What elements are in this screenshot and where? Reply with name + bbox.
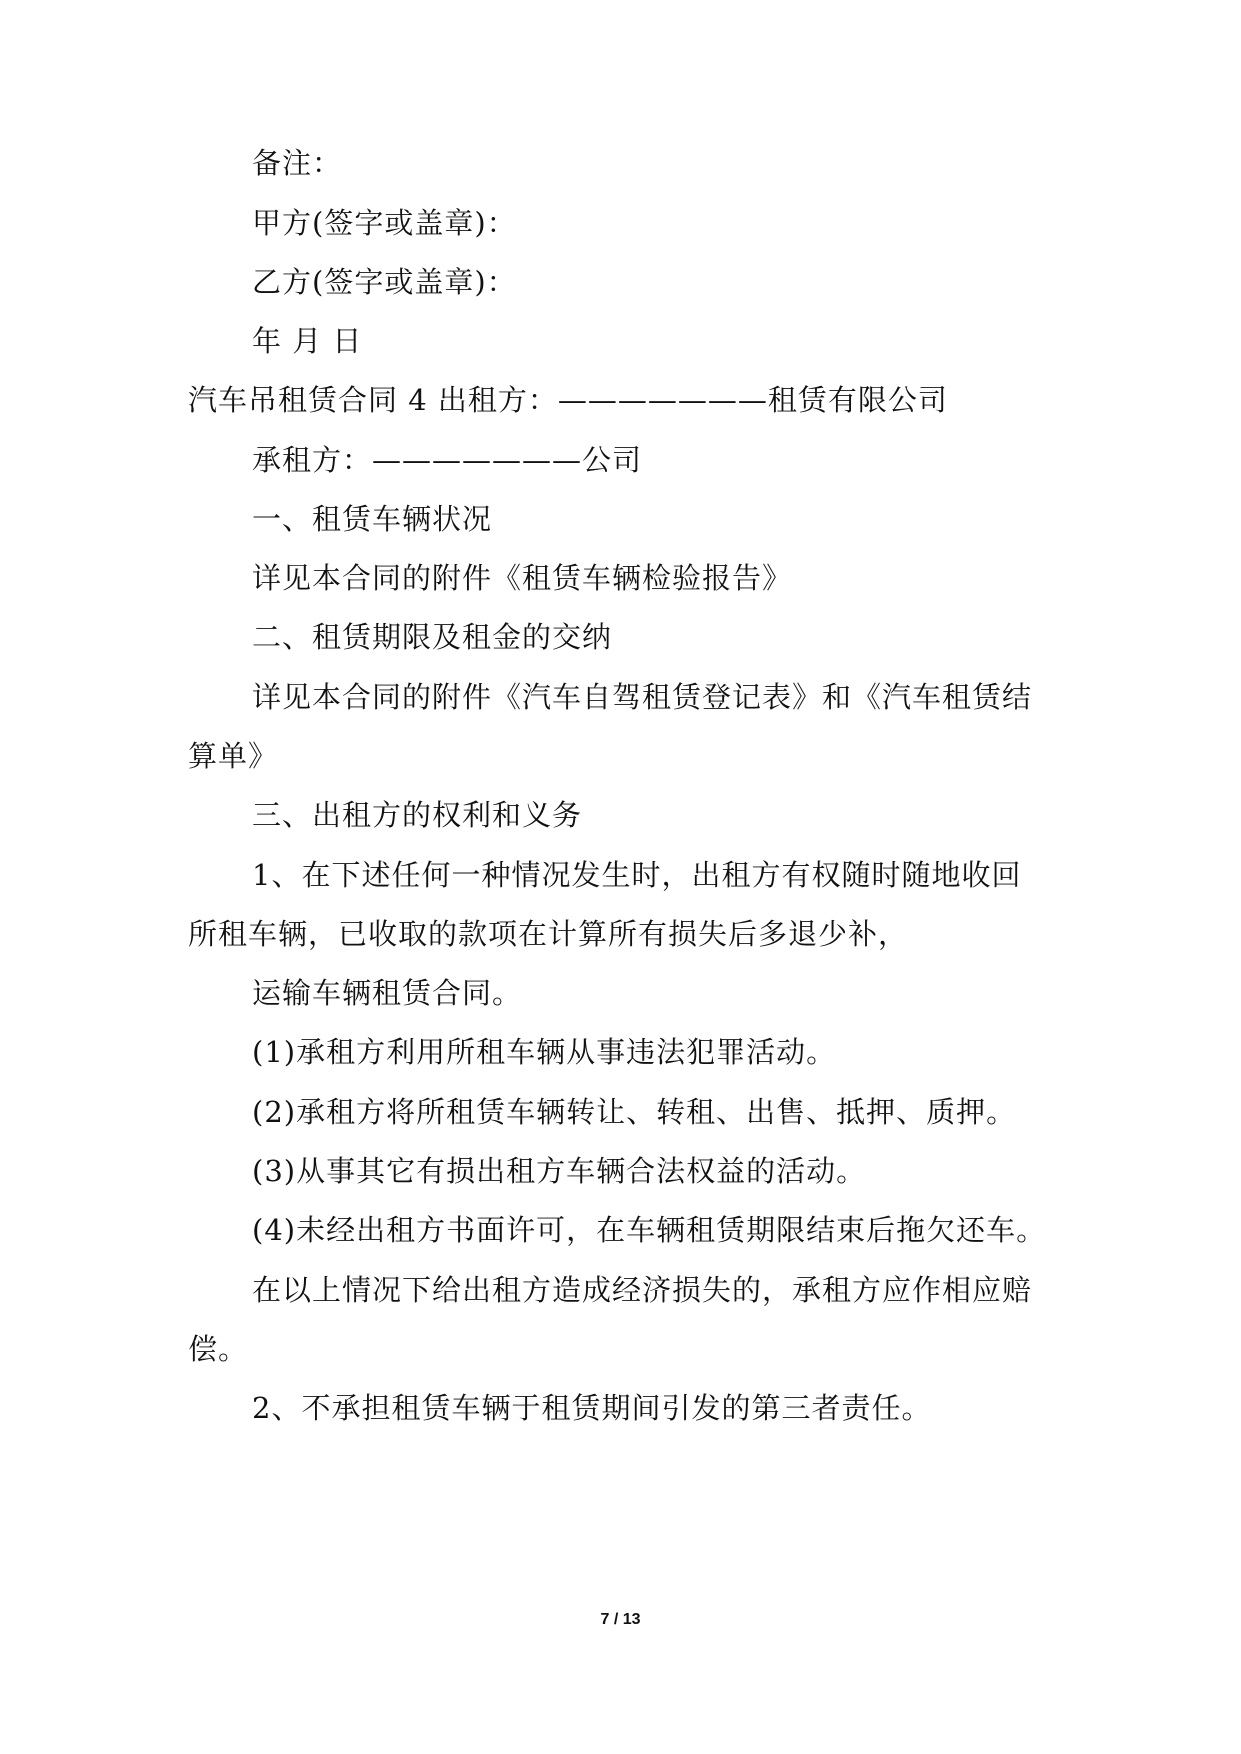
page-number: 7 / 13 <box>600 1611 641 1628</box>
section-body-2-line-1: 详见本合同的附件《汽车自驾租赁登记表》和《汽车租赁结 <box>252 680 1033 714</box>
party-b-signature-line: 乙方(签字或盖章)： <box>252 265 517 299</box>
list-item-1: (1)承租方利用所租车辆从事违法犯罪活动。 <box>252 1035 837 1069</box>
clause-1-line-2: 所租车辆，已收取的款项在计算所有损失后多退少补， <box>188 917 909 951</box>
list-item-2: (2)承租方将所租赁车辆转让、转租、出售、抵押、质押。 <box>252 1095 1017 1129</box>
date-line: 年 月 日 <box>252 324 363 358</box>
party-a-signature-line: 甲方(签字或盖章)： <box>252 206 517 240</box>
section-body-2-line-2: 算单》 <box>188 739 279 773</box>
section-heading-2: 二、租赁期限及租金的交纳 <box>252 620 613 654</box>
contract-heading: 汽车吊租赁合同 4 出租方：———————租赁有限公司 <box>188 383 948 417</box>
note-label: 备注： <box>252 146 343 180</box>
clause-1-line-3: 运输车辆租赁合同。 <box>252 976 523 1010</box>
section-heading-3: 三、出租方的权利和义务 <box>252 798 583 832</box>
lessee-line: 承租方：———————公司 <box>252 443 643 477</box>
clause-2-line: 2、不承担租赁车辆于租赁期间引发的第三者责任。 <box>252 1391 932 1425</box>
compensation-line-1: 在以上情况下给出租方造成经济损失的，承租方应作相应赔 <box>252 1273 1033 1307</box>
section-heading-1: 一、租赁车辆状况 <box>252 502 493 536</box>
list-item-4: (4)未经出租方书面许可，在车辆租赁期限结束后拖欠还车。 <box>252 1213 1047 1247</box>
list-item-3: (3)从事其它有损出租方车辆合法权益的活动。 <box>252 1154 867 1188</box>
clause-1-line-1: 1、在下述任何一种情况发生时，出租方有权随时随地收回 <box>252 858 1022 892</box>
section-body-1: 详见本合同的附件《租赁车辆检验报告》 <box>252 561 793 595</box>
compensation-line-2: 偿。 <box>188 1332 249 1366</box>
